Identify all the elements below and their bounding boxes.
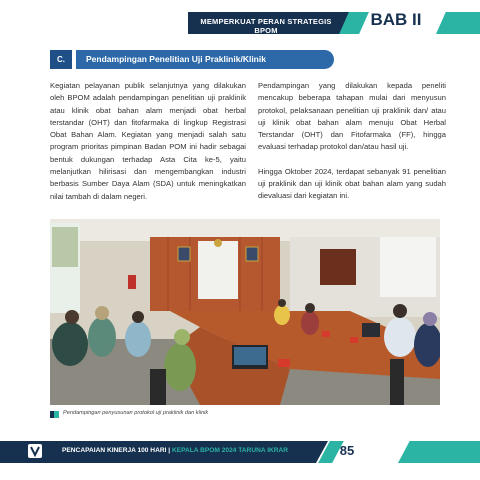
footer-text-highlight: KEPALA BPOM 2024 TARUNA IKRAR <box>171 447 289 454</box>
footer-text <box>62 447 312 454</box>
section-letter: C. <box>50 50 72 69</box>
paragraph-left: Kegiatan pelayanan publik selanjutnya yang dilakukan oleh BPOM adalah pendampingan penelitian uji praklinik atau klinik obat bahan alam menjadi obat herbal terstandar (OHT) dan fitofarmaka di lingkup Registrasi Obat Bahan Alam. Kegiatan yang menjadi salah satu program prioritas pimpinan Badan POM ini hadir sebagai bentuk dukungan terhadap Asta Cita ke-5, yaitu melanjutkan hilirisasi dan mengembangkan industri berbasis Sumber Daya Alam (SDA) untuk meningkatkan nilai tambah di dalam negeri. <box>50 81 246 201</box>
section-title: Pendampingan Penelitian Uji Praklinik/Klinik <box>76 50 334 69</box>
footer-accent-block <box>398 441 480 463</box>
page-number: 85 <box>339 443 355 458</box>
footer-separator: | <box>166 447 172 454</box>
right-column <box>258 80 446 203</box>
left-column <box>50 80 246 203</box>
header-title: MEMPERKUAT PERAN STRATEGIS BPOM <box>200 17 332 35</box>
photo-caption: Pendampingan penyusunan protokol uji praklinik dan klinik <box>63 410 209 416</box>
meeting-photo <box>50 219 440 405</box>
meeting-photo-illustration <box>50 219 440 405</box>
footer-text-main: PENCAPAIAN KINERJA 100 HARI <box>62 447 167 454</box>
chapter-label: BAB II <box>370 10 422 29</box>
paragraph-right-2: Hingga Oktober 2024, terdapat sebanyak 91 penelitian uji praklinik dan uji klinik obat bahan alam yang sudah dievaluasi dari kegiatan ini. <box>258 166 446 201</box>
caption-marker <box>50 411 59 418</box>
header-accent-block <box>436 12 480 34</box>
paragraph-right-1: Pendampingan yang dilakukan kepada peneliti mencakup beberapa tahapan mulai dari menyusun protokol, pelaksanaan penelitian uji praklinik dan/ atau uji klinik obat bahan alam menuju Obat Herbal Terstandar (OHT) dan Fitofarmaka (FF), hingga evaluasi terhadap protokol dan/atau hasil uji. <box>258 81 446 152</box>
bpom-logo-icon <box>28 444 42 458</box>
